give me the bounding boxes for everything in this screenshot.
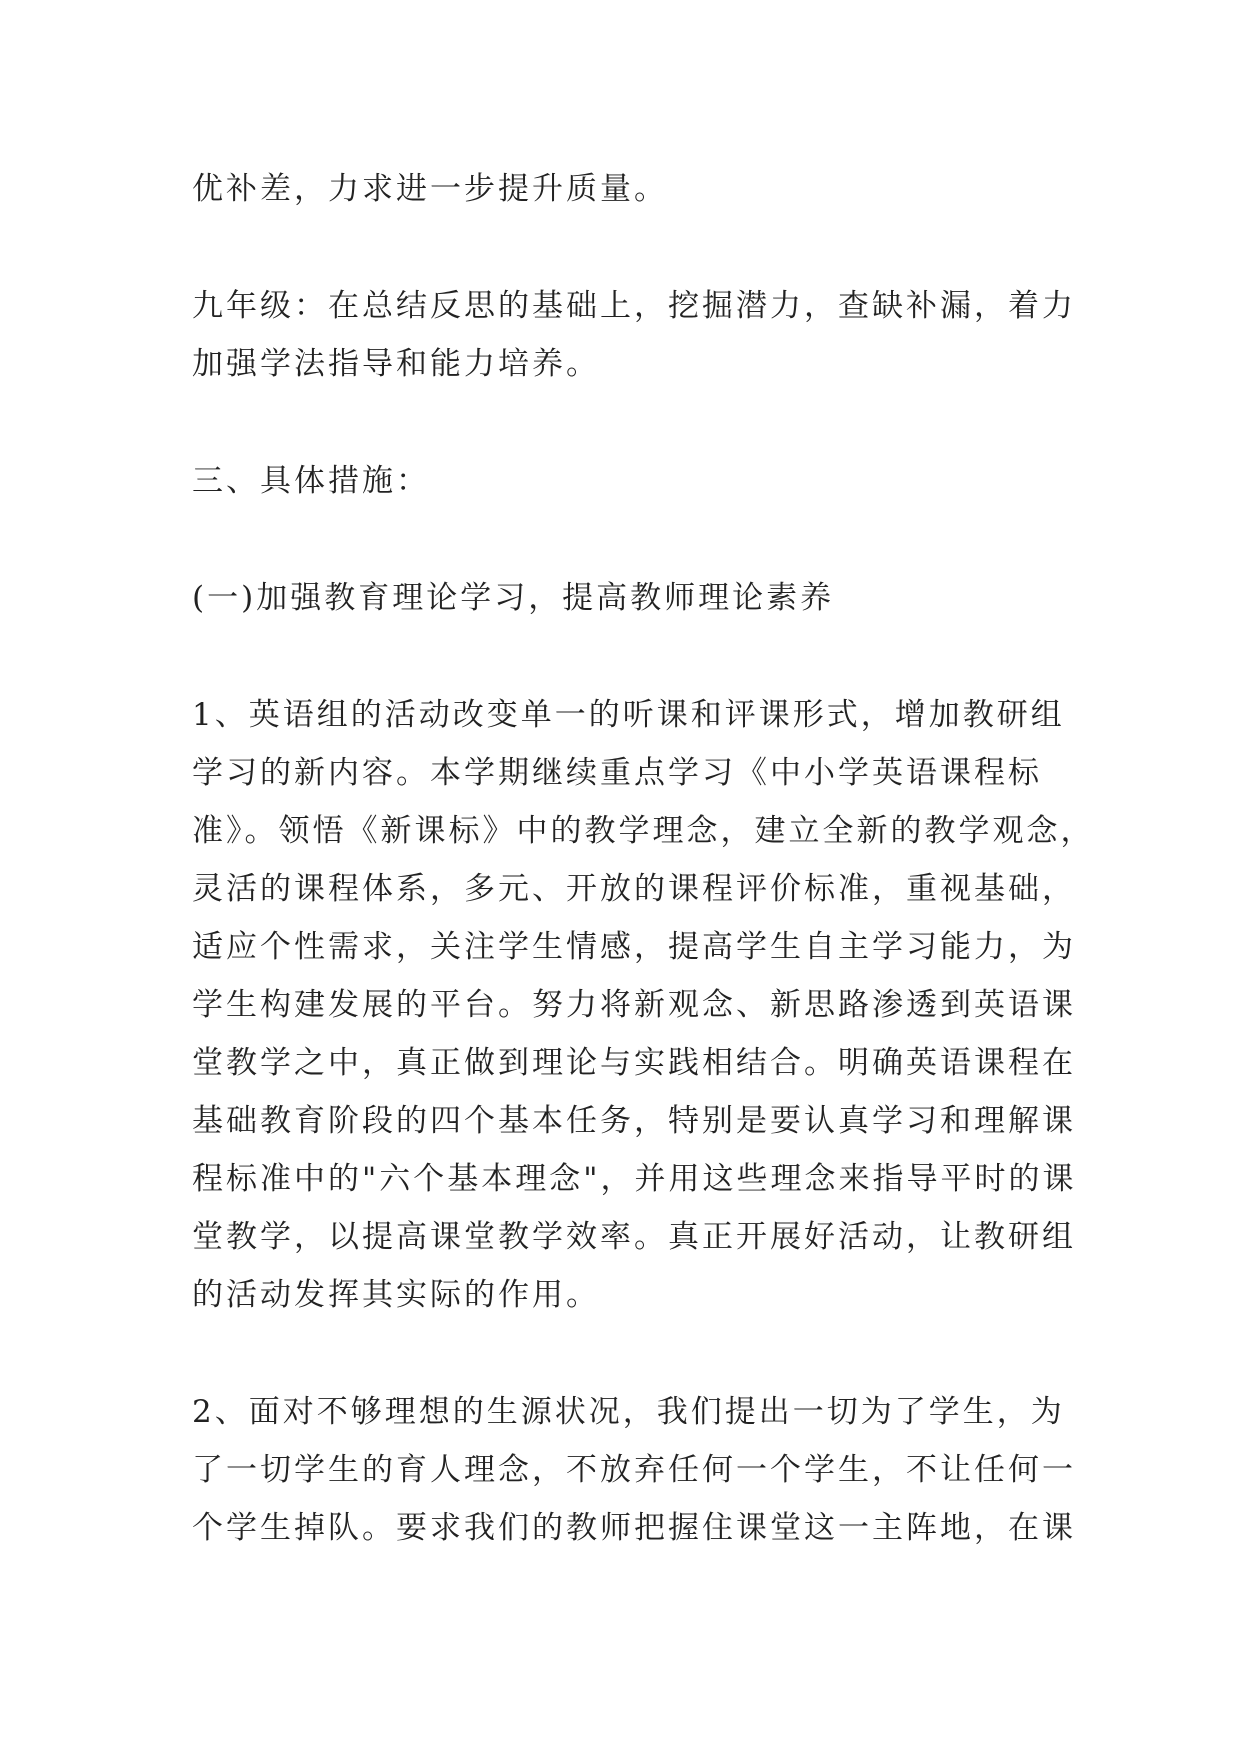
text-line: 程标准中的"六个基本理念"，并用这些理念来指导平时的课: [192, 1161, 1077, 1197]
text-line: 2、面对不够理想的生源状况，我们提出一切为了学生，为: [192, 1394, 1065, 1430]
text-line: 了一切学生的育人理念，不放弃任何一个学生，不让任何一: [192, 1452, 1076, 1488]
text-line: 基础教育阶段的四个基本任务，特别是要认真学习和理解课: [192, 1103, 1076, 1139]
section-heading: [192, 452, 1062, 510]
text-line: 准》。领悟《新课标》中的教学理念，建立全新的教学观念，: [192, 813, 1095, 849]
text-line: 学生构建发展的平台。努力将新观念、新思路渗透到英语课: [192, 987, 1076, 1023]
heading-text: (一)加强教育理论学习，提高教师理论素养: [192, 580, 835, 616]
text-line: 学习的新内容。本学期继续重点学习《中小学英语课程标: [192, 755, 1042, 791]
text-line: 的活动发挥其实际的作用。: [192, 1277, 600, 1313]
text-line: 1、英语组的活动改变单一的听课和评课形式，增加教研组: [192, 697, 1065, 733]
paragraph-continuation: [192, 160, 1062, 218]
text-line: 优补差，力求进一步提升质量。: [192, 171, 668, 207]
text-line: 九年级：在总结反思的基础上，挖掘潜力，查缺补漏，着力: [192, 288, 1076, 324]
text-line: 加强学法指导和能力培养。: [192, 346, 600, 382]
text-line: 个学生掉队。要求我们的教师把握住课堂这一主阵地，在课: [192, 1510, 1076, 1546]
paragraph-item-1: [192, 686, 1095, 1324]
text-line: 堂教学之中，真正做到理论与实践相结合。明确英语课程在: [192, 1045, 1076, 1081]
paragraph-grade-nine: [192, 277, 1076, 393]
text-line: 堂教学，以提高课堂教学效率。真正开展好活动，让教研组: [192, 1219, 1076, 1255]
paragraph-item-2: [192, 1383, 1076, 1557]
subsection-heading: [192, 569, 1062, 627]
text-line: 适应个性需求，关注学生情感，提高学生自主学习能力，为: [192, 929, 1076, 965]
heading-text: 三、具体措施：: [192, 463, 430, 499]
text-line: 灵活的课程体系，多元、开放的课程评价标准，重视基础，: [192, 871, 1076, 907]
document-body: [192, 160, 1095, 1557]
